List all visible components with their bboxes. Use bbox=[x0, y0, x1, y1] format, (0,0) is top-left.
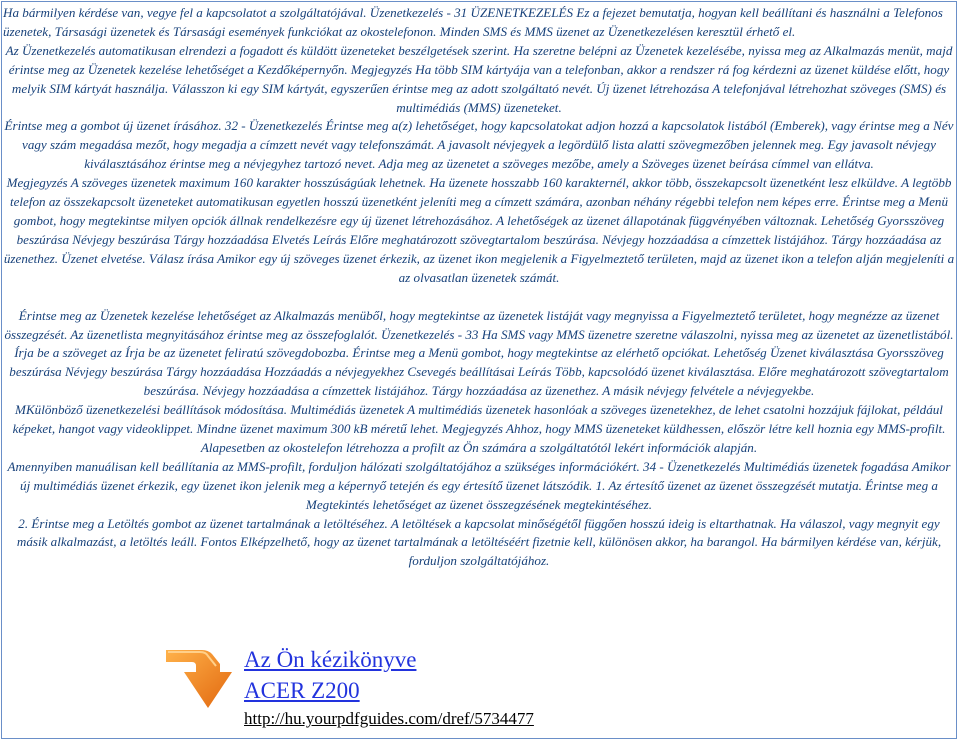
model-link[interactable]: ACER Z200 bbox=[244, 678, 360, 703]
paragraph-multimedia: MKülönböző üzenetkezelési beállítások módosítása. Multimédiás üzenetek A multimédiás üzenetek hasonlóak a szöveges üzenetekhez, de lehet csatolni hozzájuk fájlokat, például képeket, hangot vagy videoklippet. Mindne üzenet maximum 300 kB méretű lehet. Megjegyzés Ahhoz, hogy MMS üzeneteket küldhessen, először létre kell hoznia egy MMS-profilt. Alapesetben az okostelefon létrehozza a profilt az Ön számára a szolgáltatótól lekért információk alapján. bbox=[12, 402, 946, 455]
paragraph-note-length: Megjegyzés A szöveges üzenetek maximum 160 karakter hosszúságúak lehetnek. Ha üzenete hosszabb 160 karakternél, akkor több, összekapcsolt üzenetként lesz elküldve. A legtöbb telefon az összekapcsolt üzeneteket automatikusan egyetlen hosszú üzenetként jeleníti meg a címzett számára, azonban néhány régebbi telefon nem képes erre. Érintse meg a Menü gombot, hogy megtekintse milyen opciók állnak rendelkezésre egy új üzenet létrehozásához. A lehetőségek az üzenet állapotának függvényében változnak. Lehetőség Gyorsszöveg beszúrása Névjegy beszúrása Tárgy hozzáadása Elvetés Leírás Előre meghatározott szövegtartalom beszúrása. Névjegy hozzáadása a címzettek listájához. Tárgy hozzáadása az üzenethez. Üzenet elvetése. Válasz írása Amikor egy új szöveges üzenet érkezik, az üzenet ikon megjelenik a Figyelmeztető területen, majd az üzenet ikon a telefon alján megjeleníti a az olvasatlan üzenetek számát. bbox=[3, 175, 955, 285]
footer bbox=[160, 644, 860, 736]
paragraph-sorting: Az Üzenetkezelés automatikusan elrendezi a fogadott és küldött üzeneteket beszélgetések szerint. Ha szeretne belépni az Üzenetek kezelésébe, nyissa meg az Alkalmazás menüt, majd érintse meg az Üzenetek kezelése lehetőséget a Kezdőképernyőn. Megjegyzés Ha több SIM kártyája van a telefonban, akkor a rendszer rá fog kérdezni az üzenet küldése előtt, hogy melyik SIM kártyát használja. Válasszon ki egy SIM kártyát, egyszerűen érintse meg az adott szolgáltató nevét. Új üzenet létrehozása A telefonjával létrehozhat szöveges (SMS) és multimédiás (MMS) üzeneteket. bbox=[5, 42, 953, 115]
paragraph-download: 2. Érintse meg a Letöltés gombot az üzenet tartalmának a letöltéséhez. A letöltések a kapcsolat minőségétől függően hosszú ideig is eltarthatnak. Ha válaszol, vagy megnyit egy másik alkalmazást, a letöltés leáll. Fontos Elképzelhető, hogy az üzenet tartalmának a letöltéséért fizetnie kell, különösen akkor, ha barangol. Ha bármilyen kérdése van, kérjük, forduljon szolgáltatójához. bbox=[16, 515, 942, 569]
footer-links bbox=[244, 644, 534, 732]
url-link[interactable]: http://hu.yourpdfguides.com/dref/5734477 bbox=[244, 709, 534, 728]
paragraph-mms-profile: Amennyiben manuálisan kell beállítania az MMS-profilt, forduljon hálózati szolgáltatójához a szükséges információkért. 34 - Üzenetkezelés Multimédiás üzenetek fogadása Amikor új multimédiás üzenet érkezik, egy üzenet ikon jelenik meg a képernyő tetején és egy értesítő üzenet látszódik. 1. Az értesítő üzenet az üzenet összegzését mutatja. Érintse meg a Megtekintés lehetőséget az üzenet összegzésének megtekintéséhez. bbox=[7, 458, 951, 512]
paragraph-reply: Érintse meg az Üzenetek kezelése lehetőséget az Alkalmazás menüből, hogy megtekintse az üzenetek listáját vagy megnyissa a Figyelmeztető területet, hogy megnézze az üzenet összegzését. Az üzenetlista megnyitásához érintse meg az összefoglalót. Üzenetkezelés - 33 Ha SMS vagy MMS üzenetre szeretne válaszolni, nyissa meg az üzenetet az üzenetlistából. Írja be a szöveget az Írja be az üzenetet feliratú szövegdobozba. Érintse meg a Menü gombot, hogy megtekintse az elérhető opciókat. Lehetőség Üzenet kiválasztása Gyorsszöveg beszúrása Névjegy beszúrása Tárgy hozzáadása Hozzáadás a névjegyekhez Csevegés beállításai Leírás Több, kapcsolódó üzenet kiválasztása. Előre meghatározott szövegtartalom beszúrása. Névjegy hozzáadása a címzettek listájához. Tárgy hozzáadása az üzenethez. A másik névjegy felvétele a névjegyekbe. bbox=[4, 307, 954, 399]
paragraph-spacer bbox=[3, 288, 955, 307]
paragraph-intro: Ha bármilyen kérdése van, vegye fel a kapcsolatot a szolgáltatójával. Üzenetkezelés - 31 ÜZENETKEZELÉS Ez a fejezet bemutatja, hogyan kell beállítani és használni a Telefonos üzenetek, Társasági üzenetek és Társasági események funkciókat az okostelefonon. Minden SMS és MMS üzenet az Üzenetkezelésen keresztül érhető el. bbox=[3, 5, 943, 39]
orange-arrow-icon bbox=[160, 644, 238, 722]
paragraph-new-message: Érintse meg a gombot új üzenet írásához. 32 - Üzenetkezelés Érintse meg a(z) lehetőséget, hogy kapcsolatokat adjon hozzá a kapcsolatok listából (Emberek), vagy érintse meg a Név vagy szám megadása mezőt, hogy megadja a címzett nevét vagy telefonszámát. A javasolt névjegyek a legördülő lista alatti szövegmezőben jelennek meg. Egy javasolt névjegy kiválasztásához érintse meg a névjegyhez tartozó nevet. Adja meg az üzenetet a szöveges mezőbe, amely a Szöveges üzenet beírása címmel van ellátva. bbox=[4, 118, 954, 172]
manual-title-link[interactable]: Az Ön kézikönyve bbox=[244, 647, 417, 672]
document-body bbox=[3, 4, 955, 571]
